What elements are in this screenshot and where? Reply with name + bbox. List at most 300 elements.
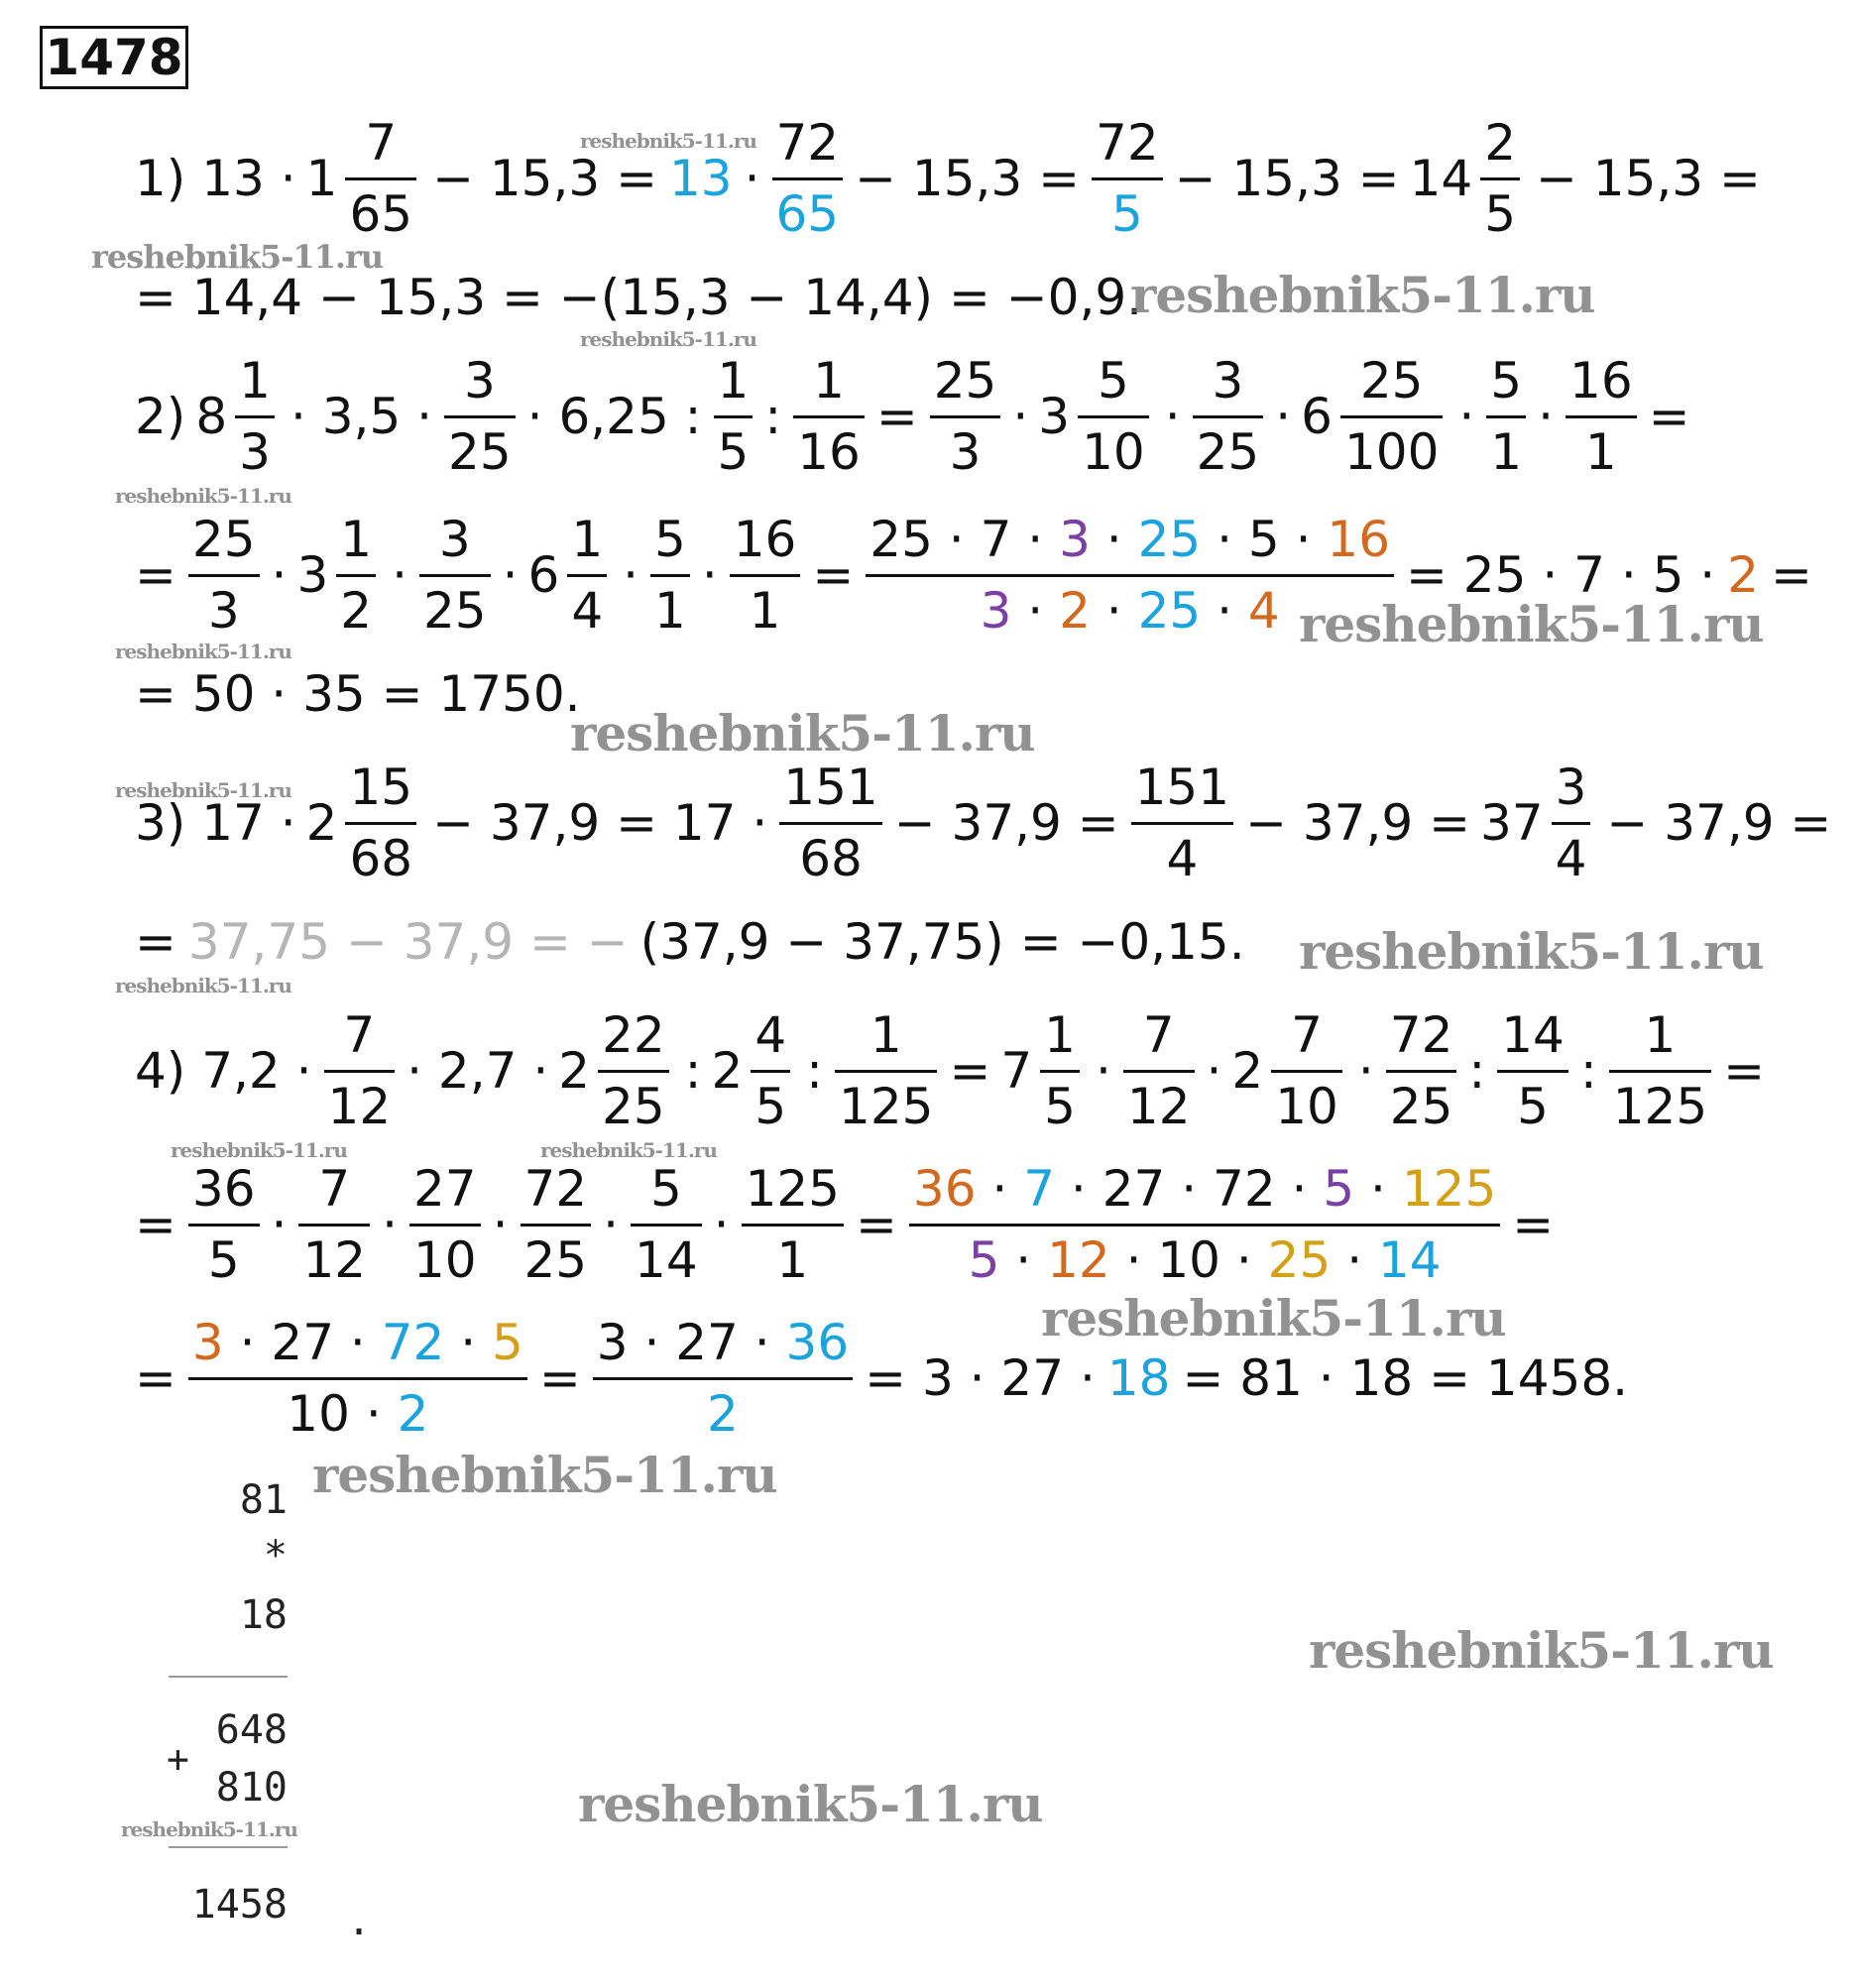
watermark-logo: reshebnik5-11.ru	[540, 1138, 717, 1162]
fraction	[751, 1006, 790, 1135]
fraction-denominator-part: 14	[1377, 1230, 1442, 1289]
math-text: =	[135, 913, 176, 971]
fraction-numerator: 27	[412, 1160, 477, 1218]
calc-partial-2: 810	[215, 1765, 288, 1811]
math-text: 13	[668, 150, 733, 207]
fraction-numerator	[593, 1314, 853, 1371]
fraction-numerator: 3	[438, 511, 471, 568]
mixed-whole: 2	[558, 1042, 591, 1100]
fraction-bar	[345, 822, 416, 825]
fraction-numerator-part: 16	[1327, 511, 1391, 568]
fraction-bar	[1566, 415, 1637, 418]
fraction-numerator: 5	[649, 1160, 682, 1218]
math-text: =	[1512, 1196, 1555, 1253]
fraction-numerator: 16	[733, 511, 797, 568]
fraction-bar	[188, 1377, 527, 1380]
math-text: ·	[271, 1196, 288, 1253]
fraction	[567, 511, 607, 640]
fraction-denominator-part: 2	[707, 1384, 739, 1443]
fraction-numerator-part: 3	[191, 1314, 224, 1371]
mixed-whole: 8	[195, 388, 228, 445]
fraction-bar	[235, 415, 275, 418]
fraction-denominator: 5	[207, 1230, 240, 1289]
math-text: :	[1579, 1042, 1597, 1100]
math-text: ·	[744, 150, 760, 207]
fraction	[1131, 759, 1233, 887]
math-text: ·	[713, 1196, 730, 1253]
fraction-numerator-part: 36	[912, 1160, 977, 1218]
math-text: − 37,9 =	[1245, 794, 1470, 852]
watermark-logo: reshebnik5-11.ru	[1309, 1621, 1774, 1680]
fraction	[235, 352, 275, 481]
mixed-whole: 14	[1409, 150, 1473, 207]
watermark-logo: reshebnik5-11.ru	[171, 1138, 347, 1162]
mixed-number	[711, 1006, 797, 1135]
fraction-numerator: 22	[602, 1006, 665, 1064]
fraction-numerator: 5	[654, 511, 686, 568]
math-text: =	[538, 1349, 581, 1407]
math-text: ·	[1206, 1042, 1222, 1100]
math-text: ·	[1357, 1042, 1374, 1100]
calc-result: 1458	[191, 1882, 288, 1928]
fraction	[835, 1006, 937, 1135]
fraction-numerator-part: 36	[785, 1314, 850, 1371]
fraction-bar	[772, 177, 844, 180]
fraction-denominator-part: · 10 ·	[1109, 1230, 1268, 1289]
fraction-bar	[521, 1224, 592, 1227]
fraction-bar	[779, 822, 881, 825]
fraction	[1123, 1006, 1195, 1135]
math-text: − 37,9 =	[1606, 794, 1832, 852]
fraction-bar	[593, 1377, 853, 1380]
fraction-numerator-part: 25	[1137, 511, 1202, 568]
fraction-denominator: 25	[602, 1077, 665, 1135]
math-text: =	[812, 546, 855, 604]
fraction-bar	[188, 1224, 260, 1227]
fraction	[1078, 352, 1149, 481]
fraction-numerator-part: ·	[444, 1314, 493, 1371]
fraction	[1271, 1006, 1342, 1135]
calc-plus-sign: +	[167, 1737, 189, 1781]
math-text: :	[806, 1042, 824, 1100]
mixed-number	[305, 114, 422, 243]
fraction	[598, 1006, 669, 1135]
math-text: 4) 7,2 ·	[135, 1042, 312, 1100]
fraction-numerator: 72	[775, 114, 840, 172]
fraction-numerator: 7	[318, 1160, 351, 1218]
fraction-numerator: 3	[1555, 759, 1587, 816]
fraction-denominator: 2	[340, 581, 373, 640]
fraction-denominator: 1	[654, 581, 686, 640]
math-text: ·	[623, 546, 639, 604]
fraction-denominator: 1	[776, 1230, 809, 1289]
mixed-whole: 2	[305, 794, 338, 852]
fraction-bar	[1193, 415, 1264, 418]
column-multiplication	[149, 1477, 372, 1953]
fraction-denominator	[965, 1230, 1446, 1289]
math-text: = 25 · 7 · 5 ·	[1406, 546, 1716, 604]
fraction	[298, 1160, 370, 1289]
mixed-whole: 7	[1000, 1042, 1033, 1100]
math-text: =	[1723, 1042, 1766, 1100]
fraction	[930, 352, 1001, 481]
mixed-number	[1301, 352, 1449, 481]
fraction	[324, 1006, 396, 1135]
fraction-denominator-part: ·	[1331, 1230, 1378, 1289]
fraction-bar	[1480, 177, 1520, 180]
fraction-numerator: 2	[1484, 114, 1516, 172]
math-text: 2)	[135, 388, 186, 445]
equation-line	[129, 1160, 1560, 1289]
fraction-denominator: 14	[635, 1230, 698, 1289]
fraction-denominator	[703, 1384, 743, 1443]
fraction-numerator: 1	[1044, 1006, 1076, 1064]
math-text: ·	[1164, 388, 1181, 445]
fraction-denominator: 5	[1044, 1077, 1076, 1135]
math-text: ·	[492, 1196, 509, 1253]
fraction-denominator: 1	[749, 581, 781, 640]
fraction-numerator: 25	[933, 352, 997, 409]
math-text: · 6,25 :	[526, 388, 702, 445]
fraction-denominator-part: ·	[1011, 581, 1060, 640]
fraction	[593, 1314, 853, 1443]
math-text: 3) 17 ·	[135, 794, 296, 852]
fraction-bar	[1123, 1070, 1195, 1073]
fraction-numerator-part: ·	[1090, 511, 1138, 568]
math-text: − 15,3 =	[1174, 150, 1400, 207]
fraction	[793, 352, 865, 481]
fraction-denominator-part: 12	[1047, 1230, 1110, 1289]
fraction-numerator	[909, 1160, 1500, 1218]
task-number-box: 1478	[40, 26, 188, 89]
fraction-numerator: 1	[717, 352, 750, 409]
math-text: − 37,9 =	[893, 794, 1119, 852]
fraction	[419, 511, 491, 640]
fraction-numerator: 151	[783, 759, 878, 816]
fraction-numerator-part: · 5 ·	[1201, 511, 1328, 568]
math-text: = 50 · 35 = 1750.	[135, 665, 581, 723]
watermark-logo: reshebnik5-11.ru	[1130, 266, 1595, 324]
fraction-denominator: 5	[717, 422, 750, 481]
fraction-bar	[1497, 1070, 1568, 1073]
math-text: =	[1648, 388, 1690, 445]
fraction-bar	[598, 1070, 669, 1073]
fraction-denominator-part: 10 ·	[287, 1384, 398, 1443]
fraction-denominator	[977, 581, 1284, 640]
watermark-logo: reshebnik5-11.ru	[578, 1775, 1043, 1833]
fraction-bar	[336, 574, 376, 577]
fraction-numerator: 1	[1644, 1006, 1677, 1064]
fraction-denominator: 5	[754, 1077, 787, 1135]
fraction-bar	[188, 574, 260, 577]
fraction-denominator: 25	[1196, 422, 1260, 481]
fraction-denominator-part: 25	[1137, 581, 1202, 640]
fraction	[336, 511, 376, 640]
fraction-bar	[1092, 177, 1163, 180]
fraction-numerator: 3	[1212, 352, 1244, 409]
fraction-bar	[419, 574, 491, 577]
fraction-denominator: 68	[799, 829, 863, 887]
fraction-numerator: 3	[463, 352, 496, 409]
fraction-numerator: 16	[1569, 352, 1633, 409]
fraction-numerator-part: ·	[1354, 1160, 1402, 1218]
fraction-denominator: 10	[1082, 422, 1145, 481]
math-text: ·	[1458, 388, 1475, 445]
fraction-numerator: 1	[870, 1006, 902, 1064]
fraction	[631, 1160, 702, 1289]
fraction	[409, 1160, 481, 1289]
math-text: (37,9 − 37,75) = −0,15.	[639, 913, 1245, 971]
fraction-denominator: 4	[1166, 829, 1199, 887]
fraction-denominator: 125	[839, 1077, 934, 1135]
fraction-denominator-part: 4	[1247, 581, 1280, 640]
fraction-denominator: 125	[1612, 1077, 1708, 1135]
math-text: ·	[603, 1196, 620, 1253]
fraction-numerator-part: 3	[1059, 511, 1091, 568]
fraction-numerator-part: ·	[976, 1160, 1024, 1218]
math-text: =	[949, 1042, 991, 1100]
fraction-denominator: 16	[797, 422, 861, 481]
fraction-denominator: 65	[775, 184, 840, 243]
math-text: ·	[382, 1196, 398, 1253]
math-text: ·	[1095, 1042, 1111, 1100]
math-text: = 81 · 18 = 1458.	[1182, 1349, 1629, 1407]
math-text: 18	[1106, 1349, 1171, 1407]
fraction-bar	[866, 574, 1394, 577]
mixed-whole: 6	[1301, 388, 1333, 445]
fraction	[730, 511, 801, 640]
fraction-numerator-part: 3 · 27 ·	[596, 1314, 786, 1371]
watermark-logo: reshebnik5-11.ru	[580, 327, 756, 351]
watermark-logo: reshebnik5-11.ru	[91, 238, 384, 276]
math-text: 2	[1727, 546, 1760, 604]
calc-multiplicand: 81	[239, 1477, 288, 1523]
fraction-bar	[909, 1224, 1500, 1227]
fraction	[188, 1314, 527, 1443]
fraction-numerator-part: 5	[492, 1314, 523, 1371]
fraction-numerator-part: 7	[1023, 1160, 1056, 1218]
mixed-number	[296, 511, 382, 640]
fraction-bar	[1131, 822, 1233, 825]
fraction	[1193, 352, 1264, 481]
fraction-denominator: 1	[1584, 422, 1617, 481]
fraction	[1566, 352, 1637, 481]
fraction	[1497, 1006, 1568, 1135]
fraction-bar	[1609, 1070, 1711, 1073]
fraction	[1609, 1006, 1711, 1135]
fraction	[345, 114, 416, 243]
fraction-numerator: 72	[1096, 114, 1159, 172]
fraction-denominator-part: 5	[968, 1230, 1000, 1289]
fraction-numerator: 72	[523, 1160, 588, 1218]
mixed-whole: 2	[1231, 1042, 1264, 1100]
fraction-bar	[631, 1224, 702, 1227]
fraction-denominator: 100	[1343, 422, 1440, 481]
mixed-whole: 37	[1479, 794, 1544, 852]
fraction-denominator: 5	[1517, 1077, 1549, 1135]
math-text: =	[856, 1196, 897, 1253]
fraction	[444, 352, 516, 481]
calc-rule-1	[169, 1676, 288, 1678]
fraction-numerator: 4	[754, 1006, 787, 1064]
math-text: = 14,4 − 15,3 = −(15,3 − 14,4) = −0,9.	[135, 269, 1143, 326]
watermark-logo: reshebnik5-11.ru	[312, 1446, 777, 1504]
math-text: ·	[1275, 388, 1292, 445]
fraction-denominator-part: 3	[980, 581, 1012, 640]
math-text: − 15,3 =	[432, 150, 657, 207]
fraction-bar	[1552, 822, 1591, 825]
fraction	[1340, 352, 1443, 481]
mixed-number	[195, 352, 281, 481]
fraction-bar	[793, 415, 865, 418]
math-text: :	[684, 1042, 702, 1100]
fraction	[1552, 759, 1591, 887]
fraction-numerator: 36	[191, 1160, 256, 1218]
fraction	[1386, 1006, 1457, 1135]
fraction-numerator-part: 5	[1323, 1160, 1355, 1218]
equation-line	[129, 759, 1837, 887]
calc-rule-2	[169, 1846, 288, 1848]
fraction-denominator: 12	[302, 1230, 367, 1289]
fraction-denominator: 5	[1484, 184, 1516, 243]
fraction-denominator-part: 2	[397, 1384, 429, 1443]
math-text: ·	[1012, 388, 1029, 445]
fraction	[909, 1160, 1500, 1289]
fraction-denominator: 25	[523, 1230, 588, 1289]
fraction-denominator: 3	[949, 422, 982, 481]
mixed-number	[1231, 1006, 1347, 1135]
fraction	[742, 1160, 844, 1289]
fraction	[345, 759, 416, 887]
fraction-denominator: 25	[422, 581, 487, 640]
math-text: ·	[701, 546, 718, 604]
calc-final-dot: .	[347, 1899, 372, 1944]
math-text: − 15,3 =	[1536, 150, 1761, 207]
fraction-numerator: 1	[340, 511, 373, 568]
math-text: =	[1771, 546, 1812, 604]
fraction-denominator: 10	[1275, 1077, 1338, 1135]
math-text: = 3 · 27 ·	[865, 1349, 1096, 1407]
math-text: :	[1468, 1042, 1486, 1100]
fraction	[1480, 114, 1520, 243]
fraction-numerator	[188, 1314, 527, 1371]
fraction-numerator-part: 72	[381, 1314, 445, 1371]
fraction-numerator: 72	[1389, 1006, 1453, 1064]
math-text: − 37,9 = 17 ·	[432, 794, 768, 852]
fraction-numerator: 7	[343, 1006, 376, 1064]
fraction-denominator: 65	[349, 184, 413, 243]
fraction-bar	[1040, 1070, 1080, 1073]
mixed-number	[558, 1006, 674, 1135]
fraction-numerator: 1	[571, 511, 604, 568]
watermark-logo: reshebnik5-11.ru	[570, 704, 1035, 762]
fraction-numerator	[866, 511, 1394, 568]
fraction-numerator: 7	[1291, 1006, 1323, 1064]
fraction-numerator-part: · 27 ·	[223, 1314, 382, 1371]
math-text: ·	[271, 546, 288, 604]
fraction-numerator: 1	[813, 352, 845, 409]
fraction-bar	[930, 415, 1001, 418]
fraction-numerator: 25	[1359, 352, 1424, 409]
fraction-bar	[324, 1070, 396, 1073]
math-text: =	[135, 546, 176, 604]
fraction-bar	[751, 1070, 790, 1073]
fraction	[772, 114, 844, 243]
mixed-number	[1038, 352, 1154, 481]
fraction-bar	[1386, 1070, 1457, 1073]
fraction-bar	[567, 574, 607, 577]
fraction-bar	[742, 1224, 844, 1227]
watermark-logo: reshebnik5-11.ru	[121, 1817, 297, 1841]
equation-line	[129, 1006, 1771, 1135]
fraction-bar	[1486, 415, 1526, 418]
math-text: · 3,5 ·	[290, 388, 433, 445]
fraction-denominator	[283, 1384, 432, 1443]
watermark-logo: reshebnik5-11.ru	[115, 640, 291, 663]
fraction-numerator-part: · 27 · 72 ·	[1055, 1160, 1324, 1218]
math-text: 37,75 − 37,9 = −	[187, 913, 629, 971]
math-text: · 2,7 ·	[406, 1042, 549, 1100]
mixed-number	[527, 511, 614, 640]
fraction-numerator: 25	[191, 511, 256, 568]
math-text: =	[875, 388, 918, 445]
fraction-denominator: 68	[349, 829, 413, 887]
mixed-number	[1000, 1006, 1086, 1135]
fraction-numerator: 151	[1134, 759, 1230, 816]
fraction-bar	[444, 415, 516, 418]
fraction-bar	[1078, 415, 1149, 418]
equation-line	[129, 882, 1251, 1001]
mixed-whole: 3	[296, 546, 329, 604]
calc-multiplier: 18	[239, 1592, 288, 1638]
fraction	[1040, 1006, 1080, 1135]
fraction-denominator-part: 2	[1059, 581, 1091, 640]
fraction-denominator-part: ·	[1090, 581, 1138, 640]
watermark-logo: reshebnik5-11.ru	[115, 778, 291, 802]
fraction-denominator: 4	[1555, 829, 1587, 887]
mixed-number	[1409, 114, 1526, 243]
watermark-logo: reshebnik5-11.ru	[1299, 595, 1764, 653]
fraction-denominator: 12	[1126, 1077, 1191, 1135]
fraction-bar	[409, 1224, 481, 1227]
fraction	[714, 352, 754, 481]
watermark-logo: reshebnik5-11.ru	[1299, 922, 1764, 981]
math-text: =	[135, 1349, 176, 1407]
fraction-denominator: 4	[571, 581, 604, 640]
watermark-logo: reshebnik5-11.ru	[115, 484, 291, 508]
fraction-bar	[714, 415, 754, 418]
fraction-denominator: 25	[1389, 1077, 1453, 1135]
fraction-bar	[835, 1070, 937, 1073]
math-text: 1) 13 ·	[135, 150, 296, 207]
fraction	[188, 511, 260, 640]
fraction	[1092, 114, 1163, 243]
math-text: ·	[392, 546, 407, 604]
fraction-numerator: 14	[1501, 1006, 1565, 1064]
fraction-numerator: 7	[1142, 1006, 1175, 1064]
fraction-numerator: 7	[365, 114, 398, 172]
fraction	[521, 1160, 592, 1289]
fraction-numerator-part: 25 · 7 ·	[870, 511, 1060, 568]
fraction-numerator: 5	[1490, 352, 1523, 409]
fraction	[1486, 352, 1526, 481]
fraction	[188, 1160, 260, 1289]
fraction-denominator: 10	[412, 1230, 477, 1289]
watermark-logo: reshebnik5-11.ru	[115, 974, 291, 997]
fraction-numerator: 125	[745, 1160, 840, 1218]
fraction-bar	[345, 177, 416, 180]
calc-partial-1: 648	[215, 1707, 288, 1753]
